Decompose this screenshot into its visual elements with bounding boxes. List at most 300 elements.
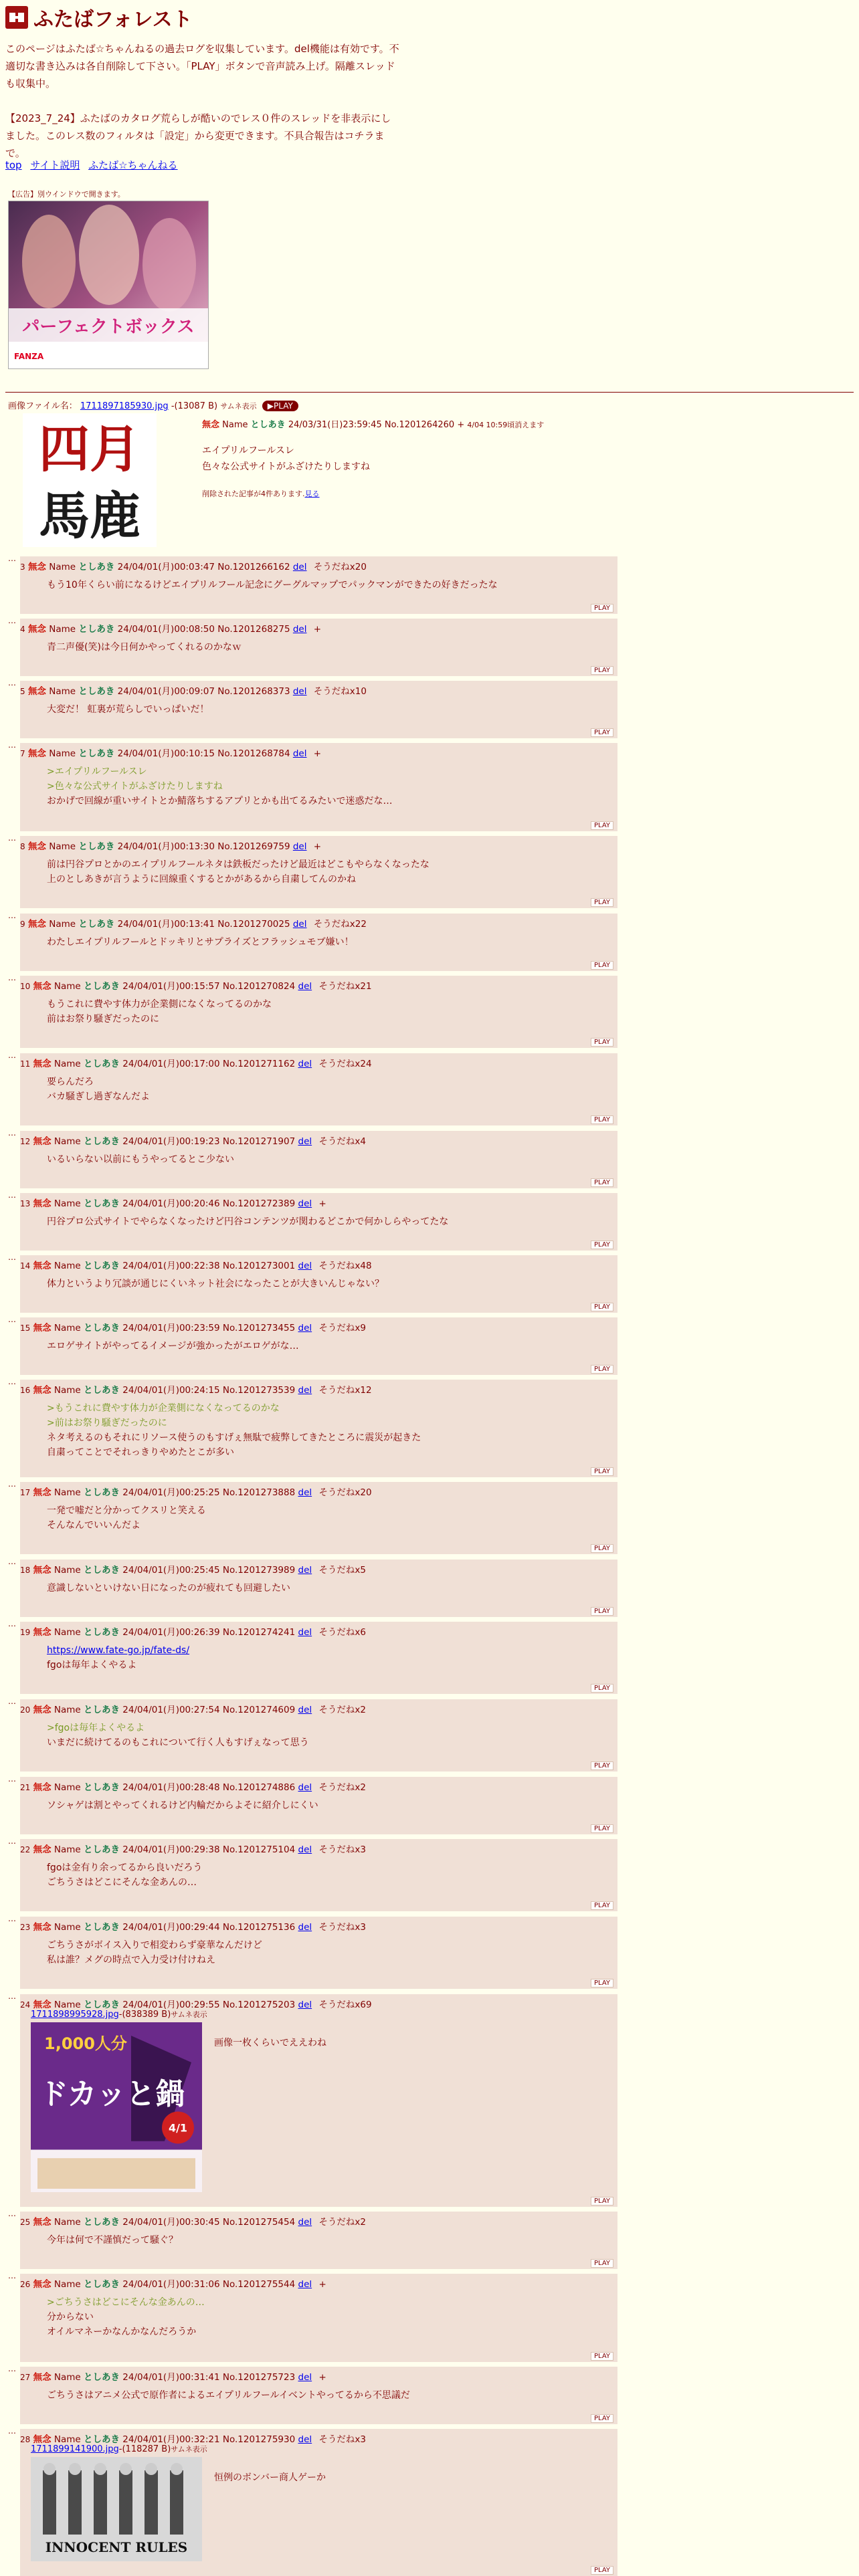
reply-number: No.1201268373	[217, 686, 290, 697]
op-plus-button[interactable]: +	[457, 420, 465, 430]
reply-body-line: 青二声優(笑)は今日何かやってくれるのかなｗ	[47, 642, 242, 653]
reply-subject: 無念	[33, 2372, 52, 2383]
op-file-link[interactable]: 1711897185930.jpg	[80, 401, 169, 411]
reply-header	[20, 746, 321, 759]
reply-body	[47, 1798, 318, 1813]
reply-del-link[interactable]: del	[292, 686, 307, 697]
ad-banner[interactable]	[8, 201, 209, 369]
reply	[20, 2429, 617, 2576]
reply-body-line: 画像一枚くらいでええわね	[214, 2038, 326, 2048]
reply-body	[47, 1277, 384, 1291]
reply-index: 5	[20, 687, 25, 696]
reply-image[interactable]	[31, 2457, 202, 2561]
reply-del-link[interactable]: del	[298, 1565, 312, 1576]
reply	[20, 1131, 617, 1188]
reply-del-link[interactable]: del	[292, 748, 307, 759]
reply-name: としあき	[78, 686, 115, 697]
reply-del-link[interactable]: del	[298, 981, 312, 992]
reply-subject: 無念	[33, 1782, 52, 1793]
reply-datetime: 24/04/01(月)00:19:23	[122, 1136, 220, 1147]
reply-sodane-button[interactable]: そうだねx48	[318, 1261, 372, 1271]
reply-play-button[interactable]: PLAY	[591, 1178, 613, 1187]
reply-number: No.1201268275	[217, 624, 290, 635]
reply-number: No.1201271907	[222, 1136, 296, 1147]
op-body-line: エイプリルフールスレ	[202, 445, 294, 456]
reply-dots: …	[8, 1128, 16, 1138]
reply-play-button[interactable]: PLAY	[591, 1467, 613, 1476]
reply-del-link[interactable]: del	[298, 1136, 312, 1147]
reply-play-button[interactable]: PLAY	[591, 1824, 613, 1833]
reply-dots: …	[8, 1479, 16, 1489]
reply-name-label: Name	[54, 1844, 81, 1855]
reply-datetime: 24/04/01(月)00:22:38	[122, 1261, 220, 1271]
reply-name-label: Name	[54, 1705, 81, 1715]
reply-name-label: Name	[54, 2434, 81, 2445]
reply-name-label: Name	[54, 1922, 81, 1933]
reply-header	[20, 1485, 372, 1498]
reply-header	[20, 1258, 372, 1271]
reply-sodane-button[interactable]: そうだねx3	[318, 1922, 367, 1933]
reply-header	[20, 1702, 366, 1715]
reply-index: 25	[20, 2218, 31, 2227]
reply-body-line: おかげで回線が重いサイトとか鯖落ちするアプリとかも出てるみたいで迷惑だな…	[47, 796, 393, 807]
reply-number: No.1201275136	[222, 1922, 296, 1933]
reply-header	[20, 1624, 366, 1638]
reply-number: No.1201275544	[222, 2279, 296, 2290]
reply-sodane-button[interactable]: +	[318, 2279, 326, 2290]
reply-del-link[interactable]: del	[298, 1261, 312, 1271]
reply-header	[20, 1562, 366, 1576]
reply-header	[20, 1919, 366, 1933]
op-play-button[interactable]: ▶PLAY	[262, 401, 298, 411]
reply-play-button[interactable]: PLAY	[591, 1901, 613, 1910]
reply-name: としあき	[84, 1059, 120, 1069]
reply-play-button[interactable]: PLAY	[591, 1365, 613, 1374]
reply-play-button[interactable]: PLAY	[591, 2197, 613, 2206]
reply-sodane-button[interactable]: そうだねx2	[318, 1705, 367, 1715]
reply-name-label: Name	[54, 2279, 81, 2290]
reply-index: 12	[20, 1137, 31, 1146]
reply-subject: 無念	[27, 624, 46, 635]
reply-body-line: 恒例のボンバー商人ゲーか	[214, 2472, 326, 2483]
reply-number: No.1201275104	[222, 1844, 296, 1855]
reply-name-label: Name	[54, 1261, 81, 1271]
reply-subject: 無念	[27, 748, 46, 759]
reply-name-label: Name	[54, 1627, 81, 1638]
reply-header	[20, 1056, 372, 1069]
reply-play-button[interactable]: PLAY	[591, 2566, 613, 2575]
reply-file-link[interactable]: 1711898995928.jpg	[31, 2010, 119, 2020]
reply-datetime: 24/04/01(月)00:13:30	[117, 841, 215, 852]
reply-dots: …	[8, 1697, 16, 1706]
reply-name: としあき	[84, 2000, 120, 2010]
reply-play-button[interactable]: PLAY	[591, 666, 613, 675]
reply-quote-line: >fgoは毎年よくやるよ	[47, 1723, 145, 1733]
reply-name: としあき	[84, 1565, 120, 1576]
reply-body-line: ネタ考えるのもそれにリソース使うのもすげぇ無駄で疲弊してきたところに震災が起きた	[47, 1432, 421, 1443]
reply	[20, 1193, 617, 1251]
reply	[20, 1777, 617, 1834]
reply-body-line: 上のとしあきが言うように回線重くするとかがあるから自粛してんのかね	[47, 874, 356, 885]
reply-index: 27	[20, 2373, 31, 2382]
reply-datetime: 24/04/01(月)00:28:48	[122, 1782, 220, 1793]
reply-play-button[interactable]: PLAY	[591, 604, 613, 613]
reply-dots: …	[8, 1992, 16, 2001]
reply-name: としあき	[84, 1844, 120, 1855]
reply-body	[47, 857, 430, 887]
reply-play-button[interactable]: PLAY	[591, 898, 613, 907]
reply-number: No.1201275930	[222, 2434, 296, 2445]
reply-name-label: Name	[54, 1323, 81, 1333]
reply-sodane-button[interactable]: そうだねx5	[318, 1565, 367, 1576]
reply	[20, 1839, 617, 1911]
reply-del-link[interactable]: del	[298, 1844, 312, 1855]
reply-del-link[interactable]: del	[298, 1198, 312, 1209]
reply-number: No.1201275203	[222, 2000, 296, 2010]
reply-sodane-button[interactable]: そうだねx4	[318, 1136, 367, 1147]
reply-play-button[interactable]: PLAY	[591, 821, 613, 830]
reply-body	[47, 2388, 410, 2403]
reply-name-label: Name	[49, 919, 76, 930]
reply-index: 13	[20, 1199, 31, 1208]
reply-body-line: 前はお祭り騒ぎだったのに	[47, 1014, 159, 1025]
reply-datetime: 24/04/01(月)00:23:59	[122, 1323, 220, 1333]
reply-body-line: 要らんだろ	[47, 1077, 94, 1087]
reply-del-link[interactable]: del	[298, 1782, 312, 1793]
reply-datetime: 24/04/01(月)00:31:06	[122, 2279, 220, 2290]
nav-about-link[interactable]: サイト説明	[30, 159, 80, 171]
op-image[interactable]	[23, 413, 157, 547]
reply-name: としあき	[78, 624, 115, 635]
reply-sodane-button[interactable]: +	[313, 748, 322, 759]
reply-body-line: fgoは金有り余ってるから良いだろう	[47, 1862, 203, 1873]
reply-name: としあき	[84, 981, 120, 992]
reply-dots: …	[8, 616, 16, 625]
reply-body-line: ごちうさはどこにそんな金あんの…	[47, 1877, 197, 1888]
op-image-text-2: 馬鹿	[39, 486, 140, 546]
reply-name-label: Name	[54, 1565, 81, 1576]
reply-body	[47, 764, 392, 809]
nav-top-link[interactable]: top	[5, 159, 22, 171]
reply-name: としあき	[78, 748, 115, 759]
reply-number: No.1201270824	[222, 981, 296, 992]
reply-datetime: 24/04/01(月)00:15:57	[122, 981, 220, 992]
reply-sodane-button[interactable]: そうだねx21	[318, 981, 372, 992]
reply-name: としあき	[84, 2217, 120, 2228]
reply-dots: …	[8, 1619, 16, 1628]
reply-name: としあき	[78, 562, 115, 572]
reply-play-button[interactable]: PLAY	[591, 728, 613, 737]
reply-name-label: Name	[54, 2000, 81, 2010]
reply-body	[47, 1721, 309, 1750]
reply-number: No.1201266162	[217, 562, 290, 572]
reply-dots: …	[8, 740, 16, 750]
reply-header	[20, 683, 367, 697]
reply-name-label: Name	[54, 1385, 81, 1396]
reply-datetime: 24/04/01(月)00:31:41	[122, 2372, 220, 2383]
reply-play-button[interactable]: PLAY	[591, 1979, 613, 1988]
op-subject: 無念	[202, 420, 220, 430]
reply-sodane-button[interactable]: +	[318, 1198, 326, 1209]
reply-play-button[interactable]: PLAY	[591, 1303, 613, 1311]
reply	[20, 743, 617, 831]
reply-play-button[interactable]: PLAY	[591, 1115, 613, 1124]
reply-image[interactable]	[31, 2022, 202, 2192]
reply-header	[20, 1780, 366, 1793]
reply-body-line: 円谷プロ公式サイトでやらなくなったけど円谷コンテンツが関わるどこかで何かしらやってたな	[47, 1216, 449, 1227]
reply-header	[20, 2276, 326, 2290]
reply-datetime: 24/04/01(月)00:29:55	[122, 2000, 220, 2010]
reply-body-line: もうこれに費やす体力が企業側になくなってるのかな	[47, 999, 272, 1010]
reply-index: 15	[20, 1323, 31, 1333]
reply-subject: 無念	[33, 1261, 52, 1271]
reply-name: としあき	[78, 841, 115, 852]
reply-subject: 無念	[33, 1487, 52, 1498]
reply-del-link[interactable]: del	[298, 2000, 312, 2010]
op-note-link[interactable]: 見る	[304, 490, 320, 498]
reply-number: No.1201274886	[222, 1782, 296, 1793]
reply-del-link[interactable]: del	[298, 1922, 312, 1933]
reply	[20, 1622, 617, 1694]
reply	[20, 1255, 617, 1313]
reply-name: としあき	[78, 919, 115, 930]
reply-index: 14	[20, 1261, 31, 1271]
reply-header	[20, 839, 321, 852]
reply-header	[20, 1196, 326, 1209]
reply-name-label: Name	[54, 2372, 81, 2383]
reply-datetime: 24/04/01(月)00:26:39	[122, 1627, 220, 1638]
reply-name: としあき	[84, 1782, 120, 1793]
reply-dots: …	[8, 1774, 16, 1784]
op-body-line: 色々な公式サイトがふざけたりしますね	[202, 461, 371, 472]
reply-dots: …	[8, 1377, 16, 1386]
reply-subject: 無念	[33, 2434, 52, 2445]
reply-del-link[interactable]: del	[292, 624, 307, 635]
reply-body	[47, 1152, 234, 1167]
reply-quote-line: >エイプリルフールスレ	[47, 766, 147, 777]
reply	[20, 914, 617, 971]
reply-sodane-button[interactable]: そうだねx10	[313, 686, 367, 697]
reply-body-line: 一発で嘘だと分かってクスリと笑える	[47, 1505, 206, 1516]
reply-subject: 無念	[33, 1922, 52, 1933]
reply-number: No.1201269759	[217, 841, 290, 852]
op-file-line	[8, 399, 298, 411]
reply-dots: …	[8, 1836, 16, 1846]
reply-datetime: 24/04/01(月)00:09:07	[117, 686, 215, 697]
reply-subject: 無念	[27, 562, 46, 572]
reply	[20, 2367, 617, 2424]
reply-index: 28	[20, 2435, 31, 2444]
reply	[20, 836, 617, 908]
reply-sodane-button[interactable]: そうだねx24	[318, 1059, 372, 1069]
reply-sodane-button[interactable]: そうだねx69	[318, 2000, 372, 2010]
reply-dots: …	[8, 1253, 16, 1262]
reply-name: としあき	[84, 1627, 120, 1638]
reply-del-link[interactable]: del	[298, 1385, 312, 1396]
reply-sodane-button[interactable]: そうだねx3	[318, 2434, 367, 2445]
reply-sodane-button[interactable]: +	[318, 2372, 326, 2383]
reply-body-line: 自粛ってことでそれっきりやめたとこが多い	[47, 1447, 234, 1458]
reply-name-label: Name	[54, 2217, 81, 2228]
reply-play-button[interactable]: PLAY	[591, 2352, 613, 2361]
reply-dots: …	[8, 1051, 16, 1060]
reply-play-button[interactable]: PLAY	[591, 1544, 613, 1553]
reply-sodane-button[interactable]: そうだねx22	[313, 919, 367, 930]
reply-name-label: Name	[49, 624, 76, 635]
reply-name: としあき	[84, 1922, 120, 1933]
reply-thumb-label: サムネ表示	[171, 2445, 207, 2454]
reply-body	[47, 2295, 205, 2339]
reply-subject: 無念	[33, 1198, 52, 1209]
reply-sodane-button[interactable]: +	[313, 624, 322, 635]
reply-dots: …	[8, 1914, 16, 1923]
reply-del-link[interactable]: del	[298, 1627, 312, 1638]
reply-image-headline: INNOCENT RULES	[45, 2539, 188, 2555]
reply-quote-line: >ごちうさはどこにそんな金あんの…	[47, 2297, 205, 2308]
reply-index: 11	[20, 1059, 31, 1069]
reply-number: No.1201273989	[222, 1565, 296, 1576]
reply-play-button[interactable]: PLAY	[591, 1684, 613, 1693]
reply-sodane-button[interactable]: そうだねx9	[318, 1323, 367, 1333]
reply-image-badge: 4/1	[168, 2121, 188, 2135]
reply-body	[47, 1860, 202, 1890]
reply-header	[20, 1997, 372, 2010]
reply-sodane-button[interactable]: そうだねx2	[318, 2217, 367, 2228]
reply-play-button[interactable]: PLAY	[591, 1241, 613, 1249]
reply-link[interactable]: https://www.fate-go.jp/fate-ds/	[47, 1645, 190, 1656]
reply	[20, 1053, 617, 1125]
reply-datetime: 24/04/01(月)00:08:50	[117, 624, 215, 635]
reply-subject: 無念	[33, 1059, 52, 1069]
reply-name-label: Name	[54, 1136, 81, 1147]
reply-body	[47, 997, 272, 1027]
reply-file-line	[31, 2444, 207, 2454]
reply-index: 10	[20, 982, 31, 991]
reply-play-button[interactable]: PLAY	[591, 1038, 613, 1047]
reply-subject: 無念	[33, 2279, 52, 2290]
reply-body-line: fgoは毎年よくやるよ	[47, 1660, 137, 1671]
reply-body	[47, 1339, 299, 1354]
reply-body-line: 分からない	[47, 2312, 94, 2323]
reply-header	[20, 559, 367, 572]
reply	[20, 556, 617, 614]
reply-quote-line: >前はお祭り騒ぎだったのに	[47, 1418, 167, 1428]
reply-body-line: エロゲサイトがやってるイメージが強かったがエロゲがな…	[47, 1341, 299, 1352]
reply-name-label: Name	[49, 748, 76, 759]
reply-number: No.1201273539	[222, 1385, 296, 1396]
reply-number: No.1201270025	[217, 919, 290, 930]
reply-del-link[interactable]: del	[292, 562, 307, 572]
reply-del-link[interactable]: del	[292, 919, 307, 930]
reply-datetime: 24/04/01(月)00:25:25	[122, 1487, 220, 1498]
ad-brand: FANZA	[14, 352, 44, 361]
reply-body	[47, 578, 498, 593]
reply-body-line: ごちうさはアニメ公式で原作者によるエイプリルフールイベントやってるから不思議だ	[47, 2390, 410, 2401]
reply-file-size: -(838389 B)	[118, 2010, 171, 2020]
reply-header	[20, 1134, 366, 1147]
reply-body	[47, 1938, 262, 1967]
reply-play-button[interactable]: PLAY	[591, 1761, 613, 1770]
reply-datetime: 24/04/01(月)00:03:47	[117, 562, 215, 572]
reply-number: No.1201272389	[222, 1198, 296, 1209]
reply-del-link[interactable]: del	[298, 1705, 312, 1715]
reply-index: 24	[20, 2000, 31, 2010]
reply-sodane-button[interactable]: そうだねx20	[313, 562, 367, 572]
reply-index: 23	[20, 1923, 31, 1932]
reply-number: No.1201275723	[222, 2372, 296, 2383]
reply-del-link[interactable]: del	[298, 2372, 312, 2383]
reply-number: No.1201275454	[222, 2217, 296, 2228]
reply-del-link[interactable]: del	[298, 1059, 312, 1069]
reply-name: としあき	[84, 1261, 120, 1271]
op-thumb-label: サムネ表示	[220, 402, 257, 411]
reply-sodane-button[interactable]: そうだねx20	[318, 1487, 372, 1498]
op-note-text: 削除された記事が4件あります.	[202, 490, 305, 498]
reply-number: No.1201273888	[222, 1487, 296, 1498]
reply-sodane-button[interactable]: そうだねx12	[318, 1385, 372, 1396]
reply-del-link[interactable]: del	[298, 1323, 312, 1333]
reply-sodane-button[interactable]: そうだねx2	[318, 1782, 367, 1793]
reply-del-link[interactable]: del	[292, 841, 307, 852]
reply-play-button[interactable]: PLAY	[591, 2414, 613, 2423]
reply-subject: 無念	[33, 1705, 52, 1715]
reply-del-link[interactable]: del	[298, 1487, 312, 1498]
reply-number: No.1201274609	[222, 1705, 296, 1715]
reply-name: としあき	[84, 1705, 120, 1715]
reply-quote-line: >もうこれに費やす体力が企業側になくなってるのかな	[47, 1403, 280, 1414]
reply-play-button[interactable]: PLAY	[591, 961, 613, 970]
reply-del-link[interactable]: del	[298, 2279, 312, 2290]
reply-body-line: 体力というより冗談が通じにくいネット社会になったことが大きいんじゃない？	[47, 1279, 384, 1289]
reply-file-link[interactable]: 1711899141900.jpg	[31, 2444, 119, 2454]
site-header	[5, 4, 193, 31]
reply-index: 20	[20, 1705, 31, 1715]
reply-del-link[interactable]: del	[298, 2217, 312, 2228]
reply-subject: 無念	[33, 1627, 52, 1638]
reply-dots: …	[8, 2271, 16, 2280]
reply-play-button[interactable]: PLAY	[591, 2259, 613, 2268]
reply-name-label: Name	[54, 981, 81, 992]
reply-datetime: 24/04/01(月)00:29:44	[122, 1922, 220, 1933]
reply-name: としあき	[84, 2434, 120, 2445]
reply-sodane-button[interactable]: そうだねx3	[318, 1844, 367, 1855]
reply-header	[20, 2369, 326, 2383]
reply-datetime: 24/04/01(月)00:17:00	[122, 1059, 220, 1069]
reply-body	[47, 1075, 150, 1104]
reply-play-button[interactable]: PLAY	[591, 1607, 613, 1616]
reply-subject: 無念	[27, 686, 46, 697]
ad-image	[9, 201, 208, 368]
reply-body	[47, 1503, 206, 1533]
reply	[20, 1917, 617, 1989]
reply-header	[20, 916, 367, 930]
reply-body-line: そんなんでいいんだよ	[47, 1520, 140, 1531]
reply-body	[47, 702, 209, 717]
reply-del-link[interactable]: del	[298, 2434, 312, 2445]
op-deleted-note	[202, 488, 320, 499]
reply-header	[20, 1842, 366, 1855]
reply-sodane-button[interactable]: そうだねx6	[318, 1627, 367, 1638]
reply-sodane-button[interactable]: +	[313, 841, 322, 852]
reply-image-sub: 1,000人分	[44, 2034, 127, 2053]
nav-futaba-link[interactable]: ふたば☆ちゃんねる	[88, 159, 178, 171]
reply-subject: 無念	[33, 2000, 52, 2010]
reply-datetime: 24/04/01(月)00:24:15	[122, 1385, 220, 1396]
intro-paragraph: このページはふたば☆ちゃんねるの過去ログを収集しています。del機能は有効です。不適切な書き込みは各自削除して下さい。「PLAY」ボタンで音声読み上げ。隔離スレッドも収集中。	[5, 43, 399, 90]
reply-index: 21	[20, 1783, 31, 1792]
reply-dots: …	[8, 2426, 16, 2436]
reply-name: としあき	[84, 2279, 120, 2290]
